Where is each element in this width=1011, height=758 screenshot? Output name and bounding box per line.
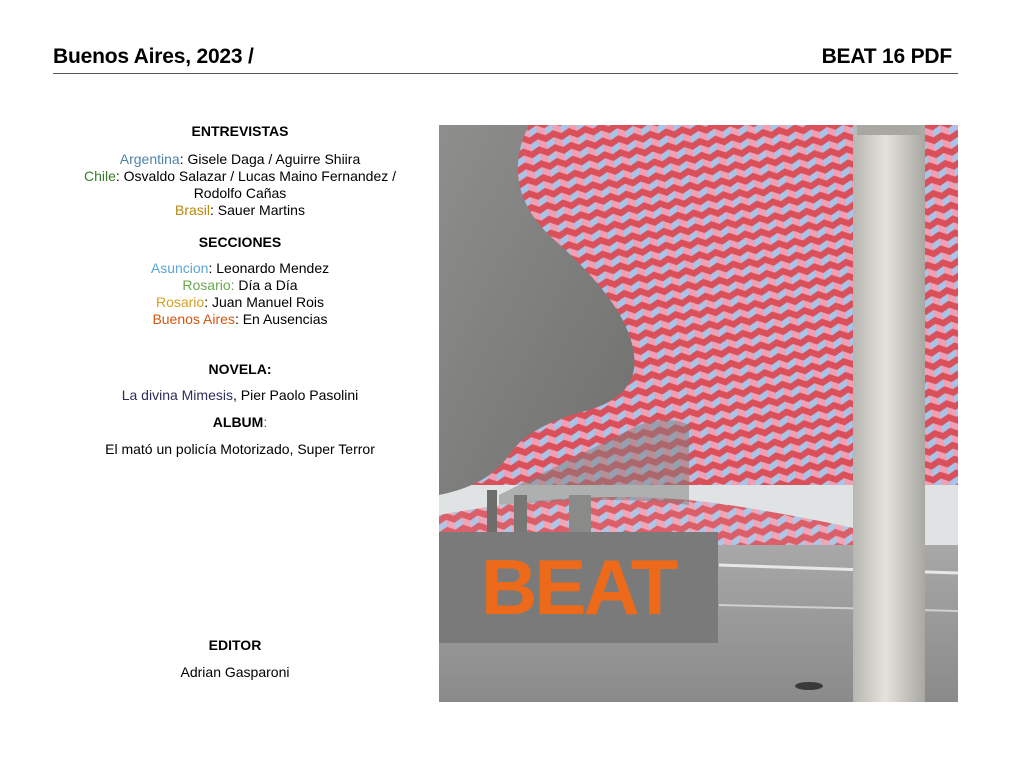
rosario-1-text: Día a Día xyxy=(234,277,298,293)
brasil-label: Brasil xyxy=(175,202,211,218)
beat-logo: BEAT xyxy=(481,543,676,631)
secciones-heading: SECCIONES xyxy=(198,234,282,250)
entrevista-argentina xyxy=(53,151,427,168)
entrevistas-heading: ENTREVISTAS xyxy=(191,123,289,139)
editor-heading: EDITOR xyxy=(208,637,262,653)
album-colon: : xyxy=(263,414,268,430)
album-entry: El mató un policía Motorizado, Super Terror xyxy=(105,441,375,457)
novela-entry xyxy=(53,387,427,404)
buenos-aires-label: Buenos Aires xyxy=(152,311,235,327)
argentina-text: : Gisele Daga / Aguirre Shiira xyxy=(179,151,361,167)
cover-photo xyxy=(439,125,958,702)
album-heading-line xyxy=(53,414,427,431)
rosario-2-label: Rosario xyxy=(155,294,205,310)
seccion-asuncion xyxy=(53,260,427,277)
rosario-1-label: Rosario: xyxy=(182,277,235,293)
novela-title: La divina Mimesis xyxy=(121,387,233,403)
seccion-rosario-2 xyxy=(53,294,427,311)
editor-name: Adrian Gasparoni xyxy=(180,664,290,680)
concrete-column xyxy=(853,125,925,702)
asuncion-label: Asuncion xyxy=(150,260,209,276)
entrevista-chile-cont: Rodolfo Cañas xyxy=(193,185,287,201)
header-location-year: Buenos Aires, 2023 / xyxy=(53,45,254,68)
header-issue-title: BEAT 16 PDF xyxy=(821,45,952,68)
entrevista-chile xyxy=(53,168,427,185)
seccion-rosario-1 xyxy=(53,277,427,294)
table-of-contents xyxy=(53,123,427,458)
entrevista-brasil xyxy=(53,202,427,219)
novela-author: , Pier Paolo Pasolini xyxy=(232,387,359,403)
asuncion-text: : Leonardo Mendez xyxy=(208,260,330,276)
page-header xyxy=(53,43,958,74)
chile-label: Chile xyxy=(83,168,116,184)
buenos-aires-text: : En Ausencias xyxy=(234,311,328,327)
album-heading: ALBUM xyxy=(212,414,264,430)
chile-text: : Osvaldo Salazar / Lucas Maino Fernandez / xyxy=(115,168,397,184)
rosario-2-text: : Juan Manuel Rois xyxy=(204,294,325,310)
novela-heading: NOVELA: xyxy=(208,361,272,377)
brasil-text: : Sauer Martins xyxy=(210,202,305,218)
seccion-buenos-aires xyxy=(53,311,427,328)
beat-logo-box xyxy=(439,532,718,643)
editor-credit xyxy=(53,637,417,681)
argentina-label: Argentina xyxy=(119,151,180,167)
